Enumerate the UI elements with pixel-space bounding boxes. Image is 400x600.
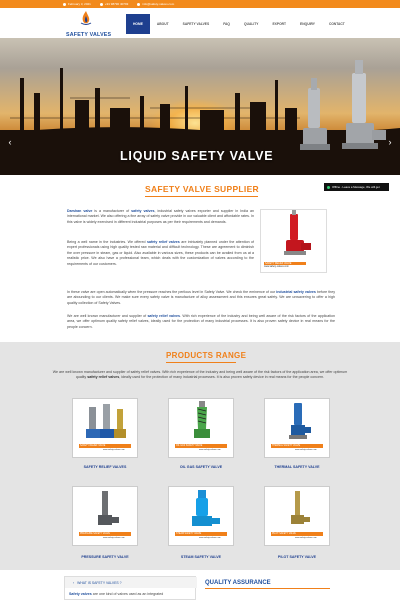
quality-assurance-underline — [205, 588, 330, 589]
logo-flame-icon — [79, 10, 93, 26]
products-title: PRODUCTS RANGE — [166, 351, 247, 360]
intro-text-b: safety relief valves — [87, 375, 120, 380]
product-label-pressure[interactable]: PRESSURE SAFETY VALVE — [81, 555, 129, 559]
product-card-thermal[interactable] — [264, 398, 330, 458]
nav-faq[interactable]: FAQ — [223, 22, 230, 26]
p4-text-a: We are well known manufacturer and supplier of — [67, 314, 148, 318]
product-label-oil-gas[interactable]: OIL GAS SAFETY VALVE — [179, 465, 223, 469]
email-text[interactable]: info@safety-valves.com — [142, 2, 175, 6]
supplier-paragraph-4 — [67, 314, 335, 330]
slider-next-button[interactable]: › — [388, 137, 392, 147]
product-url: www.safety-valves.com — [199, 537, 221, 539]
link-safety-relief-valves[interactable]: safety relief valves — [146, 240, 180, 244]
phone-text[interactable]: +91 98790 40793 — [104, 2, 129, 6]
pressure-valve-image — [73, 487, 139, 532]
product-label-steam[interactable]: STEAM SAFETY VALVE — [180, 555, 222, 559]
supplier-paragraph-2 — [67, 240, 254, 267]
quality-assurance-title: QUALITY ASSURANCE — [205, 580, 271, 586]
products-title-underline — [166, 362, 236, 363]
nav-quality[interactable]: QUALITY — [244, 22, 259, 26]
faq-accordion-title[interactable]: WHAT IS SAFETY VALVES ? — [77, 580, 122, 585]
link-safety-valves[interactable]: safety valves — [131, 209, 155, 213]
main-nav — [126, 14, 352, 34]
faq-accordion-header[interactable] — [65, 577, 197, 588]
logo-text: SAFETY VALVES — [66, 32, 112, 38]
slider-prev-button[interactable]: ‹ — [8, 137, 12, 147]
site-logo[interactable] — [66, 10, 112, 38]
product-tag: OIL GAS SAFETY VALVE — [175, 444, 227, 448]
p3-text-c: before they are abounding to our clients. We make sure every safety valve is manufacture of alloy assessment and this ensures great safety. We are unwavering to offer a high quality collection of Safety Valves. — [67, 290, 335, 305]
chevron-right-icon: › — [73, 580, 75, 585]
pilot-valve-image — [265, 487, 331, 532]
chat-widget[interactable] — [324, 183, 389, 191]
safety-relief-valve-image — [73, 399, 139, 444]
nav-safety-valves[interactable]: SAFETY VALVES — [182, 22, 210, 26]
product-url: www.safety-valves.com — [295, 537, 317, 539]
link-industrial-safety-valves[interactable]: industrial safety valves — [276, 290, 316, 294]
calendar-icon — [63, 3, 66, 6]
faq-accordion-text — [69, 592, 163, 596]
supplier-image-tag: SAFETY RELIEF VALVE — [264, 262, 306, 265]
thermal-valve-image — [265, 399, 331, 444]
product-card-pilot[interactable] — [264, 486, 330, 546]
top-bar — [0, 0, 400, 8]
product-tag: PRESSURE SAFETY VALVE — [79, 532, 131, 536]
steam-valve-image — [169, 487, 235, 532]
product-label-thermal[interactable]: THERMAL SAFETY VALVE — [274, 465, 320, 469]
product-url: www.safety-valves.com — [103, 449, 125, 451]
nav-home[interactable]: HOME — [126, 14, 150, 34]
top-bar-email[interactable] — [137, 2, 174, 6]
product-card-steam[interactable] — [168, 486, 234, 546]
nav-export[interactable]: EXPORT — [272, 22, 287, 26]
top-bar-phone[interactable] — [100, 2, 128, 6]
chat-text[interactable]: Offline - Leave a Message, We will get — [332, 185, 380, 189]
p1-text-d: , industrial safety valves exporter and supplier in India an international market. We also offering a fine array of safety valve provide in our valuable client and affordable rates. In this valve is widely exercised in different industrial purposes as per their requirements and demands. — [67, 209, 254, 224]
link-safety-relief-valves-2[interactable]: safety relief valves — [147, 314, 181, 318]
product-tag: THERMAL SAFETY VALVE — [271, 444, 323, 448]
product-card-oil-gas[interactable] — [168, 398, 234, 458]
product-label-pilot[interactable]: PILOT SAFETY VALVE — [277, 555, 317, 559]
product-tag: STEAM SAFETY VALVE — [175, 532, 227, 536]
p2-text-c: are intricately planned under the attention of expert professionals using high quality tested raw material and difficult technology. These are agreement to diminish the over pressure in steam, gas or liquid. Also available in various sizes, these products can be availed from us at a realistic price. We also have a professional team, which deals with the customization of valves according to the requirements of our customers. — [67, 240, 255, 266]
product-card-safety-relief[interactable] — [72, 398, 138, 458]
nav-contact[interactable]: CONTACT — [328, 22, 345, 26]
oil-gas-valve-image — [169, 399, 235, 444]
supplier-image-url: www.safety-valves.com — [264, 265, 289, 268]
product-url: www.safety-valves.com — [199, 449, 221, 451]
site-header — [0, 8, 400, 38]
intro-text-c: , ideally used for the protection of many industrial processes. It is also proven safety device in real means for the people concern. — [119, 375, 325, 380]
intro-text-a: We are well known manufacturer and supplier of safety relief valves. With rich experience of the industry and being well aware of the risk factors of the application area, we offer optimum quality — [52, 370, 348, 380]
product-url: www.safety-valves.com — [103, 537, 125, 539]
product-url: www.safety-valves.com — [295, 449, 317, 451]
nav-enquiry[interactable]: ENQUIRY — [300, 22, 315, 26]
product-label-safety-relief[interactable]: SAFETY RELIEF VALVES — [83, 465, 127, 469]
product-card-pressure[interactable] — [72, 486, 138, 546]
p1-text-b: is a manufacturer of — [92, 209, 132, 213]
mail-icon — [137, 3, 140, 6]
faq-accordion — [64, 576, 196, 600]
supplier-title-underline — [145, 196, 258, 197]
hero-slider — [0, 38, 400, 175]
supplier-paragraph-3 — [67, 290, 335, 306]
product-tag: PILOT SAFETY VALVE — [271, 532, 323, 536]
p3-text-a: In these valve are open automatically when the pressure reaches the perilous level in Safety Valve. We check the eminence of our — [67, 290, 277, 294]
faq-link[interactable]: Safety valves — [69, 592, 92, 596]
chat-status-icon — [327, 186, 330, 189]
date-text: February 3, 2021 — [68, 2, 91, 6]
faq-text-b: are one kind of valves used as an integrated — [91, 592, 164, 596]
product-tag: SAFETY RELIEF VALVE — [79, 444, 131, 448]
p2-text-a: Being a well name in the industries. We offered — [67, 240, 147, 244]
p4-text-c: . With rich experience of the industry and being well aware of the risk factors of the application area, we offer optimum quality safety relief valves, ideally used for the protection of many industrial processes. It is also proven safety device in real means for the people concern. — [67, 314, 335, 329]
supplier-image-caption — [264, 262, 324, 268]
phone-icon — [100, 3, 103, 6]
hero-caption: LIQUID SAFETY VALVE — [120, 149, 274, 163]
supplier-product-image — [260, 209, 327, 273]
products-intro — [50, 370, 350, 381]
top-bar-date — [63, 2, 91, 6]
red-valve-illustration — [261, 210, 328, 260]
nav-about[interactable]: ABOUT — [156, 22, 169, 26]
supplier-paragraph-1 — [67, 209, 254, 225]
supplier-title: SAFETY VALVE SUPPLIER — [145, 184, 259, 194]
link-darshan-valve[interactable]: Darshan valve — [67, 209, 93, 213]
